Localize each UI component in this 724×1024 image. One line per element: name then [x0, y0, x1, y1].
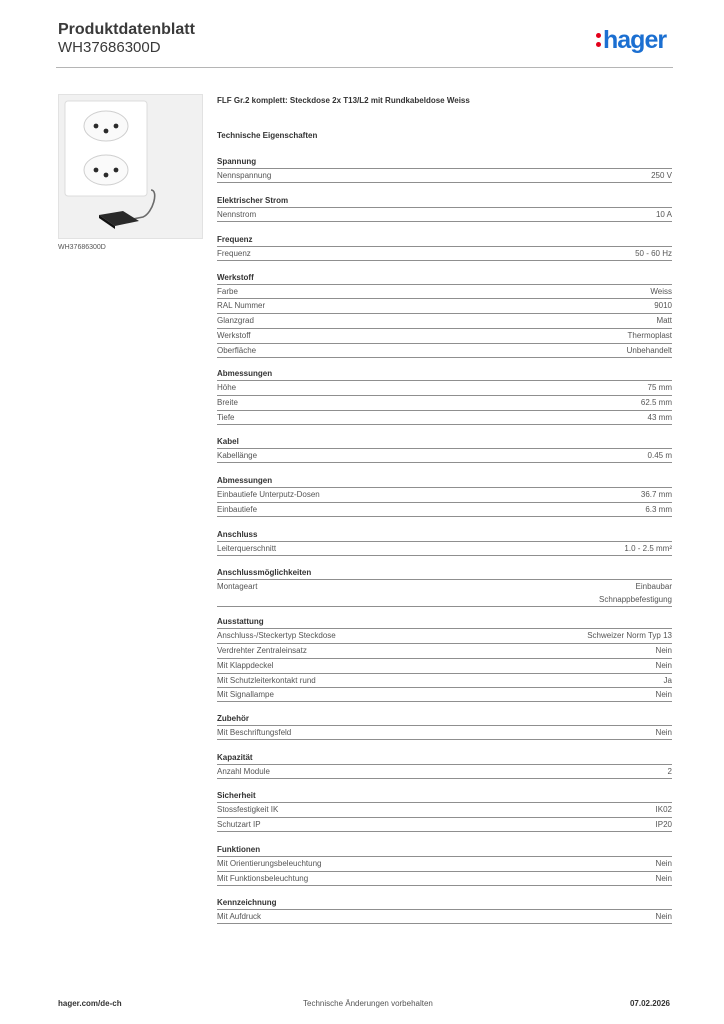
spec-label: Werkstoff — [217, 331, 251, 340]
spec-row — [217, 395, 672, 409]
spec-row — [217, 817, 672, 831]
group-title: Kapazität — [217, 753, 253, 762]
spec-row — [217, 487, 672, 501]
double-socket-icon — [59, 95, 204, 240]
section-heading: Technische Eigenschaften — [217, 131, 318, 140]
spec-label: Mit Signallampe — [217, 690, 274, 699]
spec-value: IP20 — [655, 820, 672, 829]
spec-row — [217, 687, 672, 701]
spec-row — [217, 643, 672, 657]
spec-value: 50 - 60 Hz — [635, 249, 672, 258]
spec-row — [217, 802, 672, 816]
spec-value-line: Schnappbefestigung — [599, 595, 672, 604]
group-divider — [217, 555, 672, 556]
spec-value: IK02 — [655, 805, 672, 814]
spec-value: Matt — [656, 316, 672, 325]
group-title: Kabel — [217, 437, 239, 446]
spec-row — [217, 313, 672, 327]
spec-value — [599, 580, 672, 606]
spec-row — [217, 909, 672, 923]
group-title: Werkstoff — [217, 273, 254, 282]
spec-label: Farbe — [217, 287, 238, 296]
spec-row — [217, 168, 672, 182]
group-title: Sicherheit — [217, 791, 256, 800]
group-title: Zubehör — [217, 714, 249, 723]
logo-text: hager — [603, 26, 667, 54]
spec-label: RAL Nummer — [217, 301, 266, 310]
spec-label: Mit Orientierungsbeleuchtung — [217, 859, 322, 868]
group-divider — [217, 701, 672, 702]
group-divider — [217, 606, 672, 607]
spec-row — [217, 246, 672, 260]
product-image — [58, 94, 203, 239]
group-divider — [217, 260, 672, 261]
spec-value: Unbehandelt — [626, 346, 672, 355]
spec-row — [217, 673, 672, 687]
spec-value: 6.3 mm — [645, 505, 672, 514]
group-divider — [217, 885, 672, 886]
spec-label: Kabellänge — [217, 451, 258, 460]
spec-row — [217, 380, 672, 394]
spec-label: Breite — [217, 398, 238, 407]
spec-row — [217, 541, 672, 555]
spec-label: Mit Beschriftungsfeld — [217, 728, 292, 737]
hager-logo[interactable] — [596, 26, 666, 55]
spec-label: Anschluss-/Steckertyp Steckdose — [217, 631, 336, 640]
footer-date: 07.02.2026 — [629, 999, 670, 1008]
page-title: Produktdatenblatt — [58, 21, 195, 38]
spec-row — [217, 658, 672, 672]
spec-label: Tiefe — [217, 413, 235, 422]
spec-value: 0.45 m — [647, 451, 672, 460]
spec-row — [217, 502, 672, 516]
spec-row — [217, 207, 672, 221]
spec-label: Stossfestigkeit IK — [217, 805, 279, 814]
spec-row — [217, 328, 672, 342]
spec-label: Mit Klappdeckel — [217, 661, 274, 670]
group-divider — [217, 182, 672, 183]
spec-label: Nennstrom — [217, 210, 257, 219]
spec-row — [217, 725, 672, 739]
spec-value-line: Einbaubar — [635, 582, 672, 591]
group-title: Ausstattung — [217, 617, 264, 626]
spec-value: Nein — [655, 912, 672, 921]
group-title: Elektrischer Strom — [217, 196, 289, 205]
spec-value: 75 mm — [647, 383, 672, 392]
header-divider — [56, 67, 673, 68]
group-title: Anschluss — [217, 530, 258, 539]
group-divider — [217, 778, 672, 779]
group-divider — [217, 462, 672, 463]
spec-value: Nein — [655, 728, 672, 737]
spec-label: Nennspannung — [217, 171, 272, 180]
spec-value: Thermoplast — [627, 331, 672, 340]
group-title: Anschlussmöglichkeiten — [217, 568, 312, 577]
spec-label: Schutzart IP — [217, 820, 261, 829]
spec-row — [217, 628, 672, 642]
spec-value: Nein — [655, 661, 672, 670]
group-title: Spannung — [217, 157, 257, 166]
group-divider — [217, 221, 672, 222]
spec-label: Einbautiefe Unterputz-Dosen — [217, 490, 320, 499]
product-name: FLF Gr.2 komplett: Steckdose 2x T13/L2 mit Rundkabeldose Weiss — [217, 96, 470, 105]
spec-value: 43 mm — [647, 413, 672, 422]
spec-value: Nein — [655, 690, 672, 699]
group-title: Funktionen — [217, 845, 261, 854]
spec-label: Verdrehter Zentraleinsatz — [217, 646, 307, 655]
spec-label: Mit Schutzleiterkontakt rund — [217, 676, 316, 685]
spec-value: 62.5 mm — [640, 398, 672, 407]
spec-row — [217, 579, 672, 609]
spec-label: Mit Aufdruck — [217, 912, 262, 921]
image-caption: WH37686300D — [58, 244, 106, 251]
spec-value: Ja — [663, 676, 672, 685]
spec-value: 250 V — [651, 171, 672, 180]
spec-label: Leiterquerschnitt — [217, 544, 277, 553]
footer-website-link[interactable]: hager.com/de-ch — [58, 999, 122, 1008]
spec-row — [217, 410, 672, 424]
spec-label: Mit Funktionsbeleuchtung — [217, 874, 309, 883]
logo-colon-icon — [596, 31, 601, 49]
spec-row — [217, 871, 672, 885]
spec-value: Weiss — [650, 287, 672, 296]
spec-row — [217, 284, 672, 298]
spec-value: 36.7 mm — [640, 490, 672, 499]
group-divider — [217, 831, 672, 832]
spec-label: Frequenz — [217, 249, 251, 258]
spec-value: Schweizer Norm Typ 13 — [587, 631, 672, 640]
spec-value: 2 — [667, 767, 672, 776]
spec-label: Montageart — [217, 582, 258, 591]
group-title: Abmessungen — [217, 369, 273, 378]
spec-row — [217, 448, 672, 462]
spec-label: Anzahl Module — [217, 767, 270, 776]
spec-value: Nein — [655, 646, 672, 655]
group-divider — [217, 923, 672, 924]
spec-row — [217, 764, 672, 778]
group-title: Abmessungen — [217, 476, 273, 485]
spec-label: Glanzgrad — [217, 316, 254, 325]
spec-row — [217, 856, 672, 870]
spec-value: Nein — [655, 874, 672, 883]
article-number: WH37686300D — [58, 39, 161, 56]
group-divider — [217, 516, 672, 517]
group-divider — [217, 739, 672, 740]
footer-note: Technische Änderungen vorbehalten — [303, 999, 433, 1008]
spec-label: Einbautiefe — [217, 505, 258, 514]
spec-value: Nein — [655, 859, 672, 868]
spec-row — [217, 298, 672, 312]
spec-row — [217, 343, 672, 357]
group-title: Kennzeichnung — [217, 898, 277, 907]
group-divider — [217, 424, 672, 425]
spec-label: Höhe — [217, 383, 237, 392]
spec-value: 10 A — [655, 210, 672, 219]
group-title: Frequenz — [217, 235, 253, 244]
spec-label: Oberfläche — [217, 346, 257, 355]
group-divider — [217, 357, 672, 358]
spec-value: 9010 — [654, 301, 672, 310]
spec-value: 1.0 - 2.5 mm² — [624, 544, 672, 553]
